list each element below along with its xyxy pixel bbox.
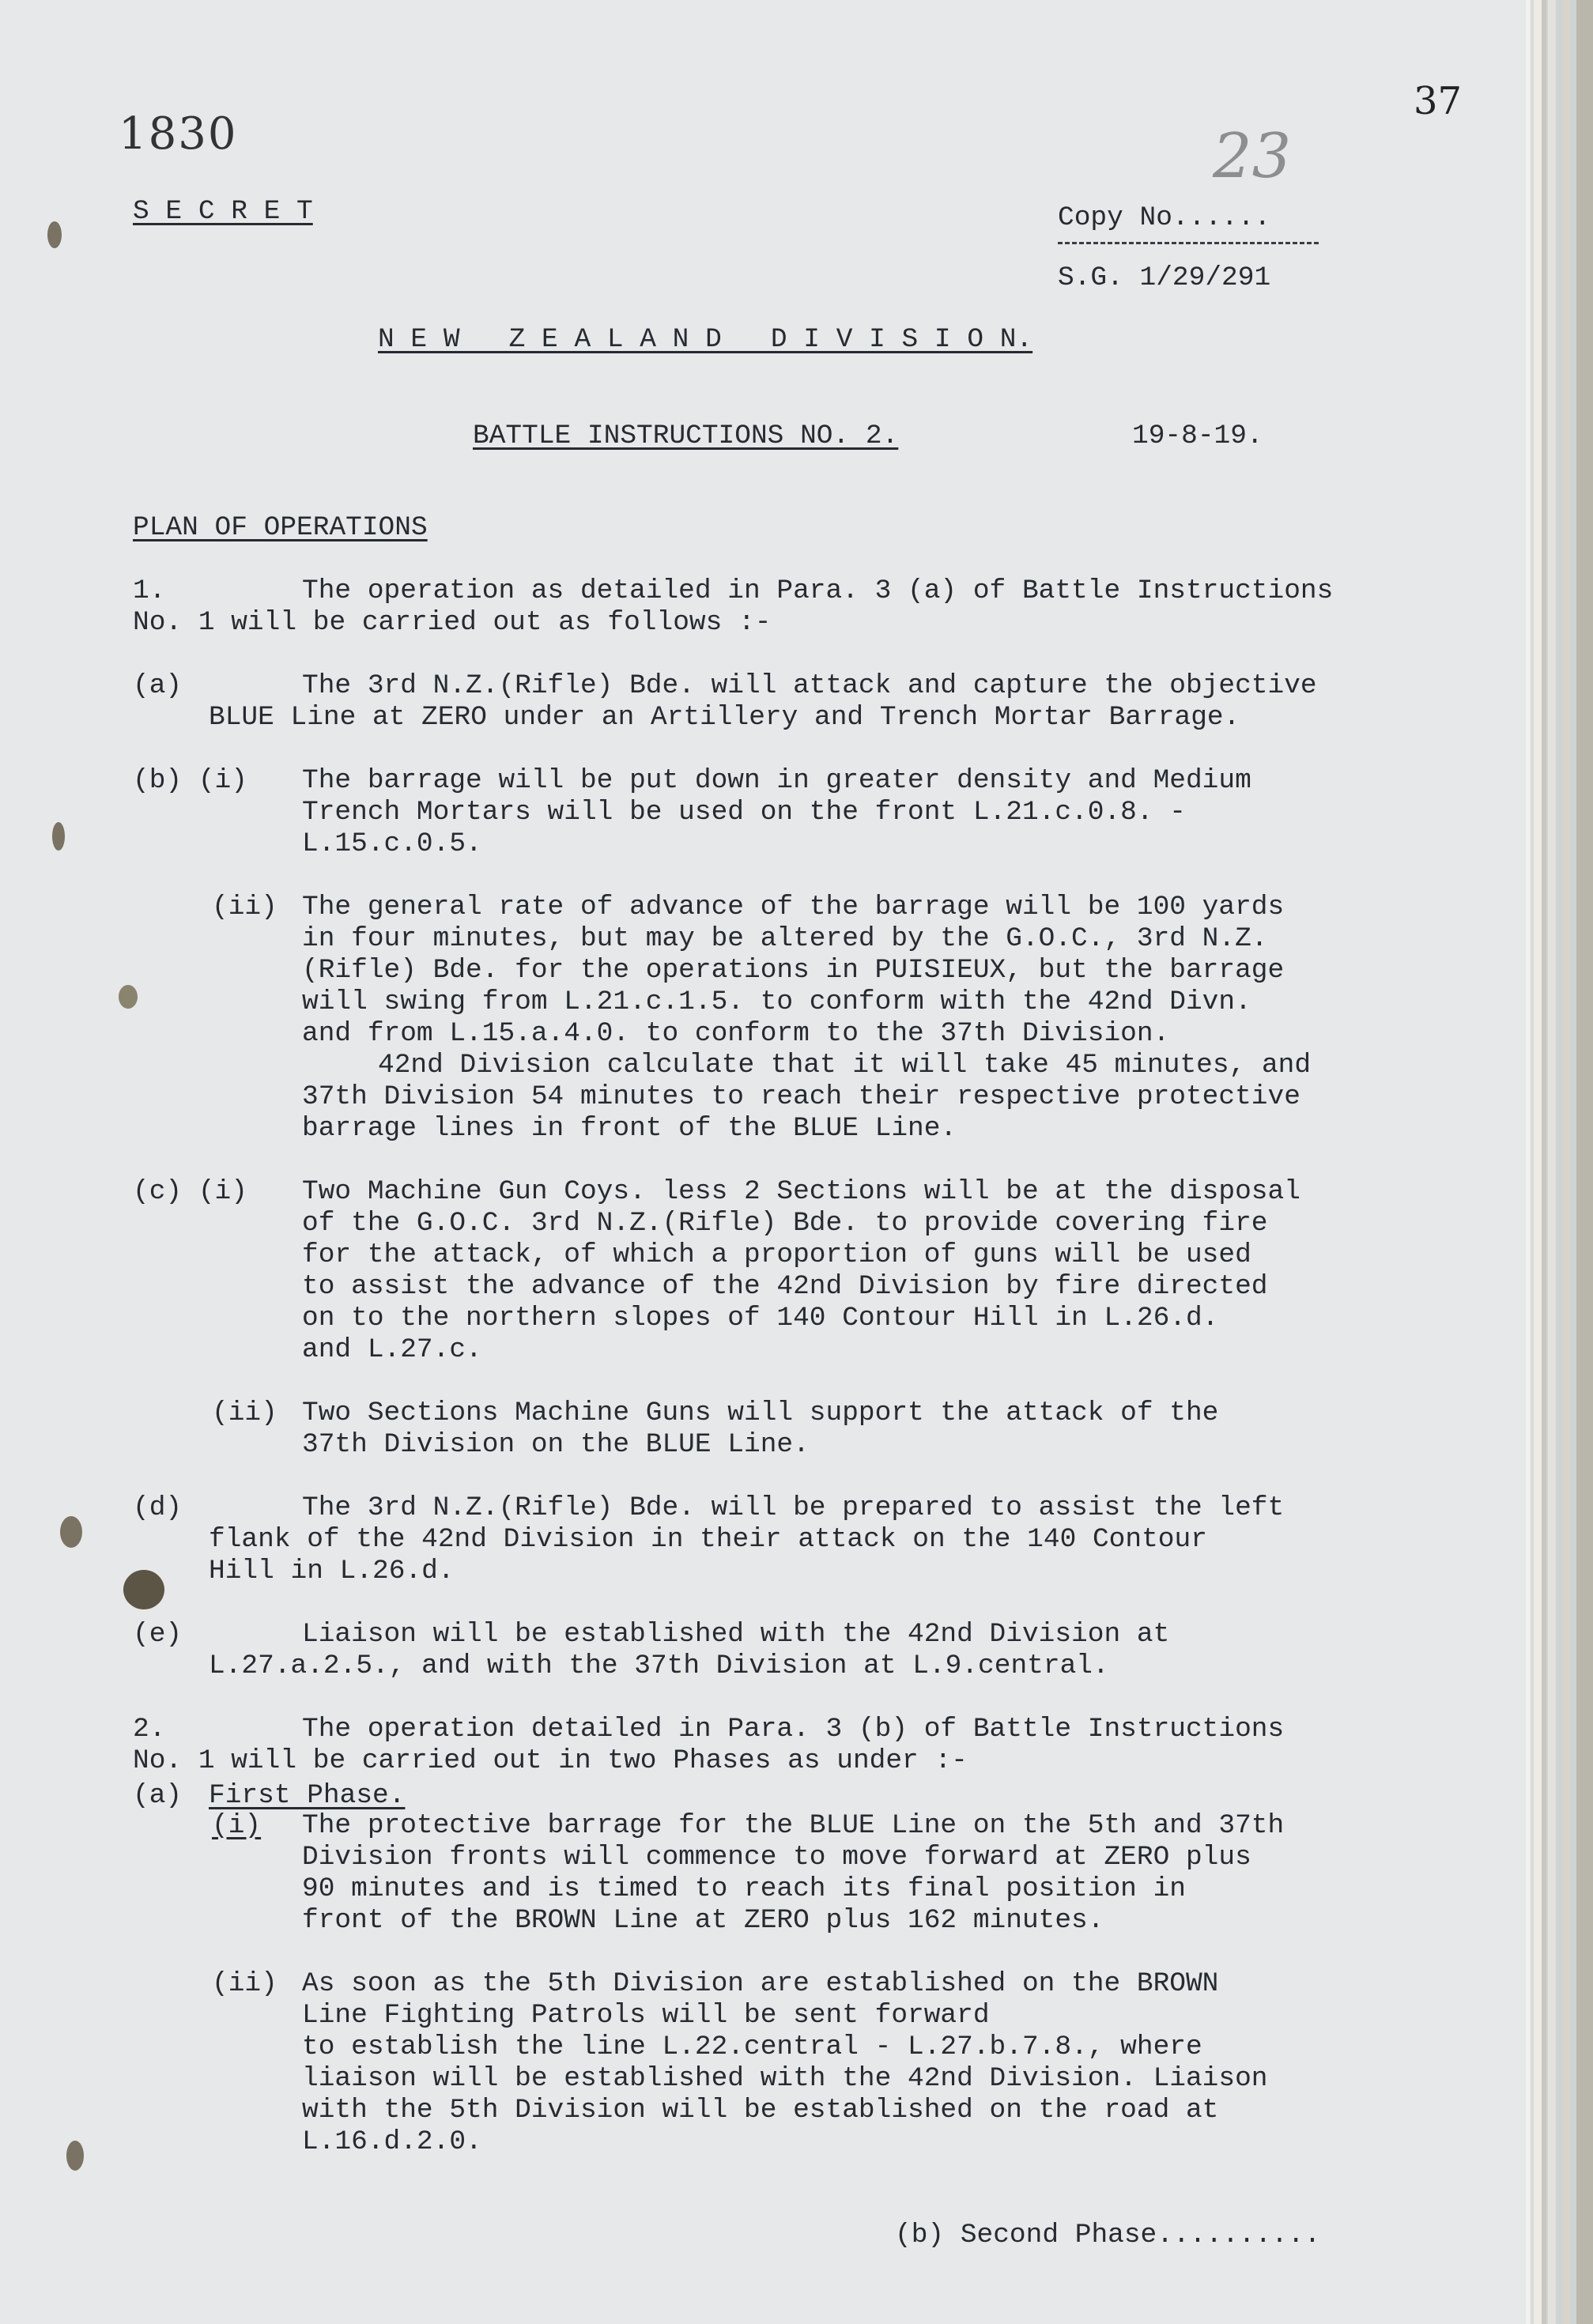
dashed-separator <box>1058 242 1319 244</box>
section-heading: PLAN OF OPERATIONS <box>133 512 428 543</box>
body-text-line: (c) (i) <box>133 1176 247 1207</box>
body-text-line: Line Fighting Patrols will be sent forward <box>302 2000 990 2031</box>
body-text-line: Two Machine Gun Coys. less 2 Sections will be at the disposal <box>302 1176 1300 1207</box>
body-text-line: to establish the line L.22.central - L.27.b.7.8., where <box>302 2032 1202 2062</box>
body-text-line: (ii) <box>212 892 277 922</box>
body-text-line: and L.27.c. <box>302 1334 482 1365</box>
document-date: 19-8-19. <box>1132 421 1263 451</box>
body-text-line: L.16.d.2.0. <box>302 2126 482 2157</box>
organisation-heading: N E W Z E A L A N D D I V I S I O N. <box>378 324 1033 355</box>
body-text-line: The operation detailed in Para. 3 (b) of Battle Instructions <box>302 1714 1285 1745</box>
file-reference-number: 1830 <box>119 108 238 160</box>
body-text-line: BLUE Line at ZERO under an Artillery and Trench Mortar Barrage. <box>209 702 1240 733</box>
body-text-line: (e) <box>133 1619 183 1650</box>
body-text-line: The 3rd N.Z.(Rifle) Bde. will attack and capture the objective <box>302 670 1317 701</box>
body-text-line: 42nd Division calculate that it will take 45 minutes, and <box>378 1050 1312 1081</box>
body-text-line: (a) <box>133 670 183 701</box>
body-text-line: Liaison will be established with the 42nd Division at <box>302 1619 1170 1650</box>
body-text-line: As soon as the 5th Division are established on the BROWN <box>302 1968 1219 1999</box>
body-text-line: of the G.O.C. 3rd N.Z.(Rifle) Bde. to provide covering fire <box>302 1208 1268 1239</box>
body-text-line: Division fronts will commence to move forward at ZERO plus <box>302 1842 1251 1873</box>
body-text-line: liaison will be established with the 42nd Division. Liaison <box>302 2063 1268 2094</box>
body-text-line: 2. <box>133 1714 166 1745</box>
body-text-line: for the attack, of which a proportion of guns will be used <box>302 1239 1251 1270</box>
body-text-line: on to the northern slopes of 140 Contour Hill in L.26.d. <box>302 1303 1219 1334</box>
continuation-note: (b) Second Phase.......... <box>895 2220 1321 2250</box>
paper-edge <box>1534 0 1542 2324</box>
body-text-line: No. 1 will be carried out as follows :- <box>133 607 772 638</box>
body-text-line: barrage lines in front of the BLUE Line. <box>302 1113 957 1144</box>
body-text-line: (ii) <box>212 1968 277 1999</box>
body-text-line: (b) (i) <box>133 765 247 796</box>
body-text-line: and from L.15.a.4.0. to conform to the 37th Division. <box>302 1018 1170 1049</box>
body-text-line: 90 minutes and is timed to reach its final position in <box>302 1873 1186 1904</box>
body-text-line: front of the BROWN Line at ZERO plus 162 minutes. <box>302 1905 1104 1936</box>
body-text-line: (i) <box>212 1810 262 1841</box>
paper-edge <box>1576 0 1593 2324</box>
body-text-line: The general rate of advance of the barrage will be 100 yards <box>302 892 1285 922</box>
body-text-line: will swing from L.21.c.1.5. to conform with the 42nd Divn. <box>302 987 1251 1017</box>
body-text-line: (a) <box>133 1780 183 1811</box>
body-text-line: First Phase. <box>209 1780 406 1811</box>
document-reference: S.G. 1/29/291 <box>1058 262 1271 293</box>
body-text-line: 37th Division 54 minutes to reach their respective protective <box>302 1081 1300 1112</box>
copy-number-label: Copy No...... <box>1058 202 1271 233</box>
body-text-line: The barrage will be put down in greater density and Medium <box>302 765 1251 796</box>
body-text-line: to assist the advance of the 42nd Division by fire directed <box>302 1271 1268 1302</box>
body-text-line: Two Sections Machine Guns will support the attack of the <box>302 1398 1219 1428</box>
body-text-line: The protective barrage for the BLUE Line on the 5th and 37th <box>302 1810 1285 1841</box>
classification-label: S E C R E T <box>133 196 313 227</box>
body-text-line: (ii) <box>212 1398 277 1428</box>
body-text-line: Hill in L.26.d. <box>209 1556 455 1586</box>
paper-edge <box>1562 0 1570 2324</box>
body-text-line: 1. <box>133 575 166 606</box>
page-number: 37 <box>1414 79 1463 123</box>
document-title: BATTLE INSTRUCTIONS NO. 2. <box>473 421 899 451</box>
body-text-line: in four minutes, but may be altered by the G.O.C., 3rd N.Z. <box>302 923 1268 954</box>
body-text-line: L.27.a.2.5., and with the 37th Division at L.9.central. <box>209 1651 1109 1681</box>
body-text-line: L.15.c.0.5. <box>302 828 482 859</box>
body-text-line: 37th Division on the BLUE Line. <box>302 1429 810 1460</box>
body-text-line: (Rifle) Bde. for the operations in PUISIEUX, but the barrage <box>302 955 1285 986</box>
body-text-line: flank of the 42nd Division in their attack on the 140 Contour <box>209 1524 1207 1555</box>
body-text-line: Trench Mortars will be used on the front L.21.c.0.8. - <box>302 797 1186 828</box>
body-text-line: with the 5th Division will be established on the road at <box>302 2095 1219 2126</box>
body-text-line: No. 1 will be carried out in two Phases as under :- <box>133 1745 968 1776</box>
body-text-line: The 3rd N.Z.(Rifle) Bde. will be prepared to assist the left <box>302 1492 1285 1523</box>
paper-edge <box>1548 0 1556 2324</box>
handwritten-copy-number: 23 <box>1213 121 1292 192</box>
body-text-line: (d) <box>133 1492 183 1523</box>
body-text-line: The operation as detailed in Para. 3 (a) of Battle Instructions <box>302 575 1334 606</box>
